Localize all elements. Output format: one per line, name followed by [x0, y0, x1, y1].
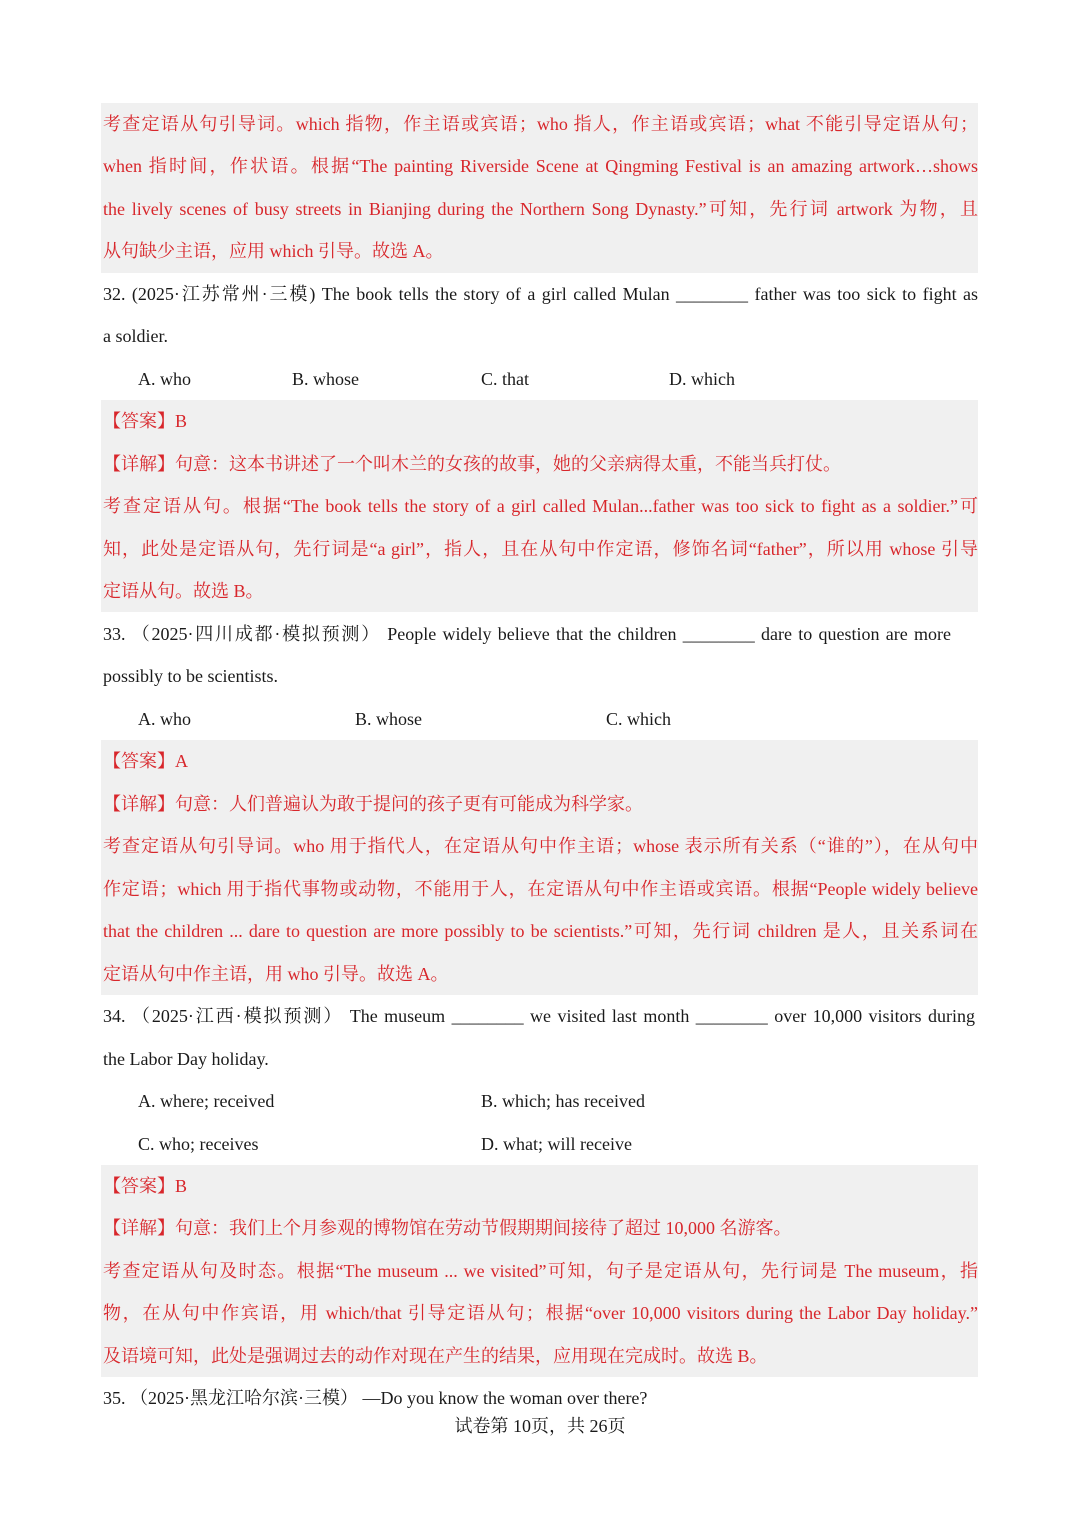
- q34-stem-cont: the Labor Day holiday.: [103, 1049, 269, 1069]
- prev-explanation-line: 考查定语从句引导词。which 指物，作主语或宾语；who 指人，作主语或宾语；what 不能引导定语从句；: [103, 114, 978, 134]
- q32-explanation-line: 考查定语从句。根据“The book tells the story of a girl called Mulan...father was too sick to fight as a soldier.”可: [103, 496, 978, 516]
- q34-detail: 【详解】句意：我们上个月参观的博物馆在劳动节假期期间接待了超过 10,000 名游客。: [103, 1218, 792, 1238]
- q32-explanation-line: 定语从句。故选 B。: [103, 581, 264, 601]
- prev-explanation-line: 从句缺少主语，应用 which 引导。故选 A。: [103, 241, 444, 261]
- q34-stem: 34. （2025·江西·模拟预测） The museum ________ we visited last month ________ over 10,000 visitors during: [103, 1006, 975, 1026]
- q34-option-d: D. what; will receive: [481, 1134, 632, 1154]
- q33-option-b: B. whose: [355, 709, 422, 729]
- q33-explanation-line: 考查定语从句引导词。who 用于指代人，在定语从句中作主语；whose 表示所有关系（“谁的”），在从句中: [103, 836, 978, 856]
- q33-option-a: A. who: [138, 709, 191, 729]
- q34-option-a: A. where; received: [138, 1091, 275, 1111]
- q34-explanation-line: 及语境可知，此处是强调过去的动作对现在产生的结果，应用现在完成时。故选 B。: [103, 1346, 768, 1366]
- q33-explanation-line: 作定语；which 用于指代事物或动物，不能用于人，在定语从句中作主语或宾语。根据“People widely believe: [103, 879, 978, 899]
- q32-option-c: C. that: [481, 369, 529, 389]
- page-footer: 试卷第 10页，共 26页: [454, 1416, 626, 1436]
- q32-stem: 32. (2025·江苏常州·三模) The book tells the story of a girl called Mulan ________ father was too sick to fight as: [103, 284, 978, 304]
- q34-answer: 【答案】B: [103, 1176, 188, 1196]
- q33-option-c: C. which: [606, 709, 671, 729]
- q33-answer: 【答案】A: [103, 751, 188, 771]
- q34-option-c: C. who; receives: [138, 1134, 259, 1154]
- q33-explanation-line: that the children ... dare to question are more possibly to be scientists.”可知，先行词 children 是人，且关系词在: [103, 921, 978, 941]
- q33-stem-cont: possibly to be scientists.: [103, 666, 278, 686]
- prev-explanation-line: when 指时间，作状语。根据“The painting Riverside Scene at Qingming Festival is an amazing artwork…shows: [103, 156, 978, 176]
- q32-answer: 【答案】B: [103, 411, 188, 431]
- q32-option-d: D. which: [669, 369, 735, 389]
- q35-stem: 35. （2025·黑龙江哈尔滨·三模） —Do you know the woman over there?: [103, 1388, 648, 1408]
- q32-option-a: A. who: [138, 369, 191, 389]
- q33-detail: 【详解】句意：人们普遍认为敢于提问的孩子更有可能成为科学家。: [103, 794, 643, 814]
- q32-stem-cont: a soldier.: [103, 326, 168, 346]
- q33-explanation-line: 定语从句中作主语，用 who 引导。故选 A。: [103, 964, 449, 984]
- q34-option-b: B. which; has received: [481, 1091, 645, 1111]
- q32-explanation-line: 知，此处是定语从句，先行词是“a girl”，指人，且在从句中作定语，修饰名词“father”，所以用 whose 引导: [103, 539, 978, 559]
- q34-explanation-line: 考查定语从句及时态。根据“The museum ... we visited”可知，句子是定语从句，先行词是 The museum，指: [103, 1261, 978, 1281]
- q34-explanation-line: 物，在从句中作宾语，用 which/that 引导定语从句；根据“over 10,000 visitors during the Labor Day holiday.”: [103, 1303, 978, 1323]
- q32-detail: 【详解】句意：这本书讲述了一个叫木兰的女孩的故事，她的父亲病得太重，不能当兵打仗。: [103, 454, 841, 474]
- q33-stem: 33. （2025·四川成都·模拟预测） People widely believe that the children ________ dare to question are more: [103, 624, 951, 644]
- q32-option-b: B. whose: [292, 369, 359, 389]
- prev-explanation-line: the lively scenes of busy streets in Bianjing during the Northern Song Dynasty.”可知，先行词 artwork 为物，且: [103, 199, 978, 219]
